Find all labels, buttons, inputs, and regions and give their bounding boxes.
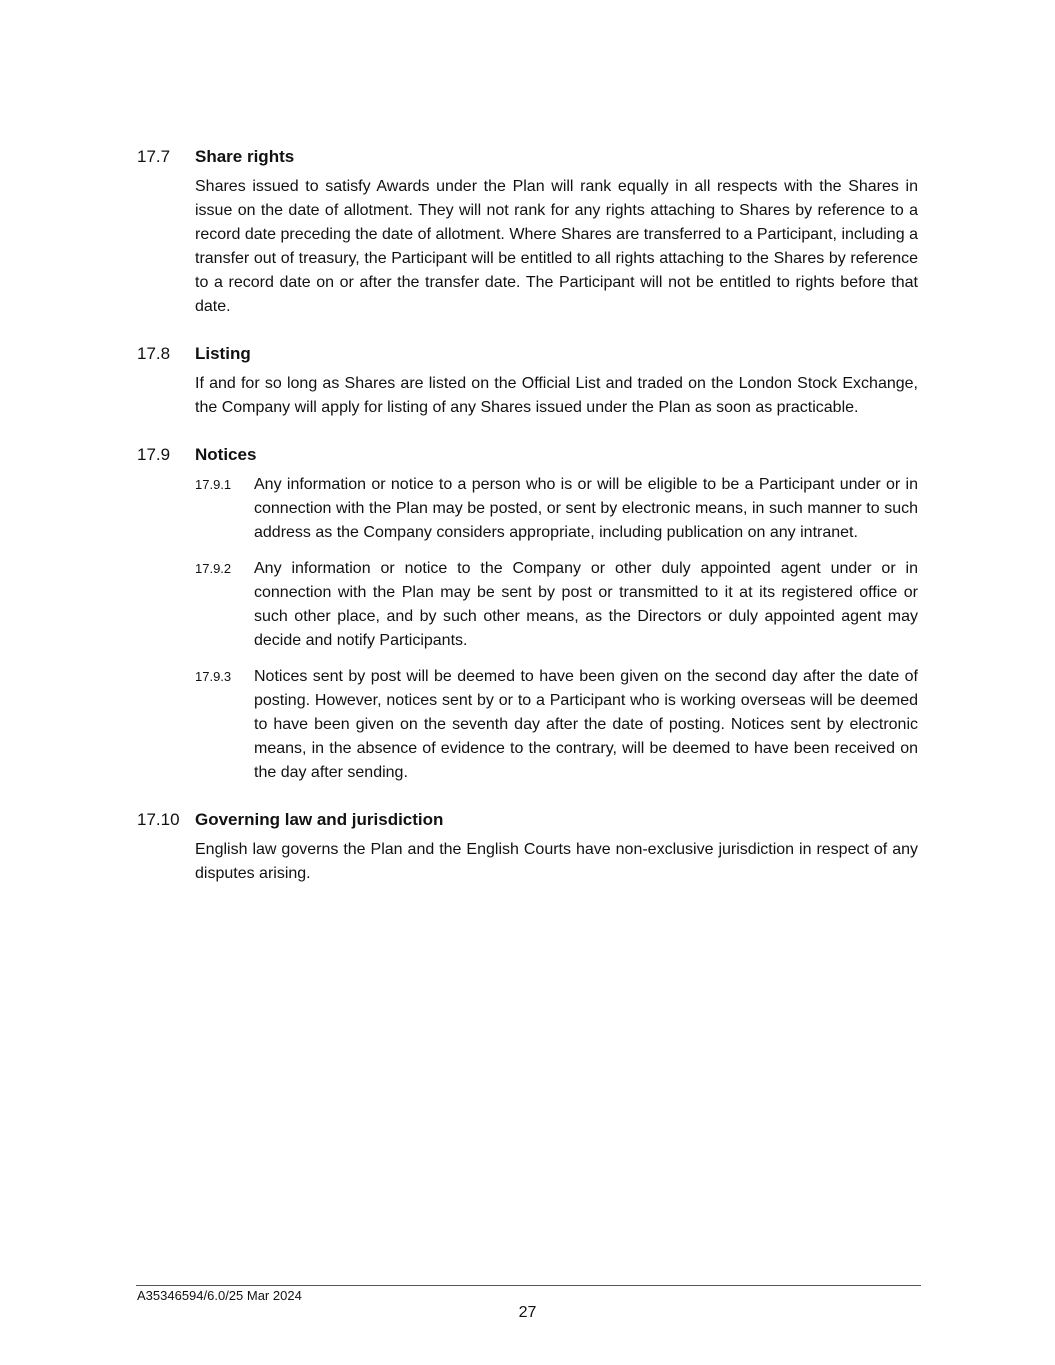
sub-clause-number: 17.9.2 [195,561,232,576]
sub-clause-text: Notices sent by post will be deemed to have been given on the second day after the date of posting. However, notices sent by or to a Participant who is working overseas will be deemed to have been given on the seventh day after the date of posting. Notices sent by electronic means, in the absence of evidence to the contrary, will be deemed to have been received on the day after sending. [254,668,918,781]
sub-clause [195,557,918,653]
sub-clause [195,473,918,545]
sub-clause-number: 17.9.1 [195,477,232,492]
section-listing [137,342,918,420]
section-share-rights [137,145,918,319]
document-body [137,145,918,909]
footer-divider [136,1285,921,1286]
section-number: 17.9 [137,445,171,464]
document-reference: A35346594/6.0/25 Mar 2024 [137,1288,302,1303]
section-title: Governing law and jurisdiction [195,810,444,829]
section-paragraph: English law governs the Plan and the English Courts have non-exclusive jurisdiction in respect of any disputes arising. [195,841,918,882]
section-notices [137,443,918,785]
sub-clause-number: 17.9.3 [195,669,232,684]
section-heading [137,342,918,366]
section-title: Share rights [195,147,295,166]
section-paragraph: If and for so long as Shares are listed on the Official List and traded on the London Stock Exchange, the Company will apply for listing of any Shares issued under the Plan as soon as practicable. [195,375,918,416]
sub-clause-text: Any information or notice to a person who is or will be eligible to be a Participant under or in connection with the Plan may be posted, or sent by electronic means, in such manner to such address as the Company considers appropriate, including publication on any intranet. [254,476,918,541]
section-title: Listing [195,344,251,363]
section-number: 17.8 [137,344,171,363]
section-number: 17.7 [137,147,171,166]
section-heading [137,808,918,832]
sub-clause [195,665,918,785]
page-number: 27 [518,1304,537,1321]
section-number: 17.10 [137,810,180,829]
section-paragraph: Shares issued to satisfy Awards under the Plan will rank equally in all respects with the Shares in issue on the date of allotment. They will not rank for any rights attaching to Shares by reference to a record date preceding the date of allotment. Where Shares are transferred to a Participant, including a transfer out of treasury, the Participant will be entitled to all rights attaching to the Shares by reference to a record date on or after the transfer date. The Participant will not be entitled to rights before that date. [195,178,918,315]
section-heading [137,145,918,169]
sub-clause-text: Any information or notice to the Company or other duly appointed agent under or in connection with the Plan may be sent by post or transmitted to it at its registered office or such other place, and by such other means, as the Directors or duly appointed agent may decide and notify Participants. [254,560,918,649]
section-title: Notices [195,445,257,464]
section-governing-law [137,808,918,886]
section-heading [137,443,918,467]
